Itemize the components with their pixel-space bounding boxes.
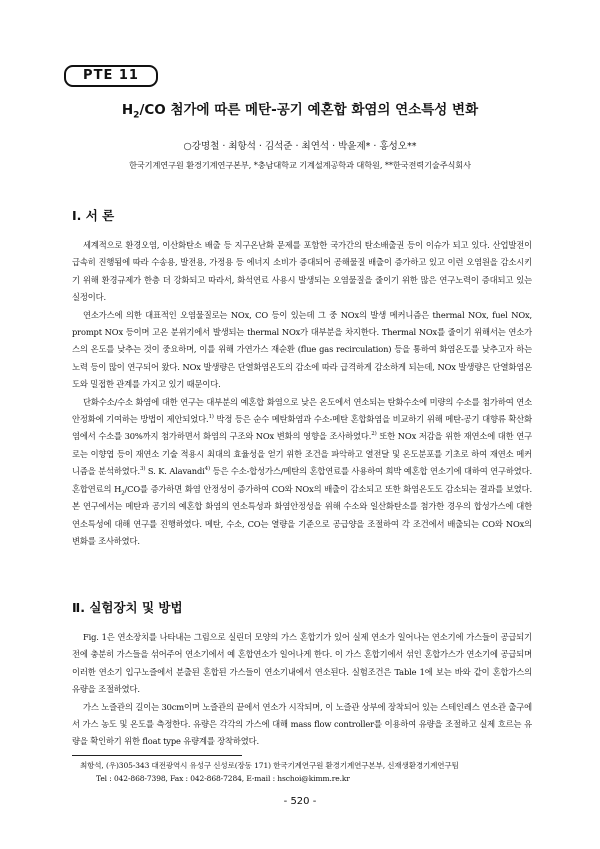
reference-mark-2: 2): [371, 431, 377, 438]
intro-paragraph-3: [72, 394, 532, 551]
h2-subscript: 2: [121, 490, 125, 497]
footnote-divider: [72, 755, 242, 756]
paper-title: [0, 98, 600, 121]
session-badge: PTE 11: [64, 65, 158, 87]
methods-body: [72, 629, 532, 751]
methods-paragraph-2: 가스 노즐관의 길이는 30cm이며 노즐관의 끝에서 연소가 시작되며, 이 노즐관 상부에 장착되어 있는 스테인레스 연소관 출구에서 가스 농도 및 온도를 측정한다. 유량은 각각의 가스에 대해 mass flow controller를 이용하여 유량을 조절하고 실제 흐르는 유량을 확인하기 위한 float type 유량계를 장착하였다.: [72, 701, 532, 747]
title-subscript: 2: [133, 110, 140, 121]
affiliations: 한국기계연구원 환경기계연구본부, *충남대학교 기계설계공학과 대학원, **한국전력기술주식회사: [129, 160, 471, 170]
intro-p3-text-6: /CO를 증가하면 화염 안정성이 증가하여 CO와 NOx의 배출이 감소되고 또한 화염온도도 감소되는 결과를 보였다. 본 연구에서는 메탄과 공기의 예혼합 화염의 연소특성과 화염안정성을 위해 수소와 일산화탄소를 첨가한 경우의 합성가스에 대한 연소특성에 대해 연구를 진행하였다. 메탄, 수소, CO는 열량을 기준으로 공급양을 조절하여 각 조건에서 배출되는 CO와 NOx의 변화를 조사하였다.: [72, 483, 532, 546]
reference-mark-3: 3): [139, 466, 146, 473]
intro-p3-text-5: 등은 수소-합성가스/메탄의 혼합연료를 사용하여 희박 예혼합 연소기에 대하여 연구하였다. 혼합연료의 H: [72, 466, 532, 494]
intro-body: [72, 237, 532, 550]
intro-p3-text-4: S. K. Alavandi: [145, 466, 205, 477]
reference-mark-4: 4): [204, 466, 211, 473]
title-part-2: /CO 첨가에 따른 메탄-공기 예혼합 화염의 연소특성 변화: [139, 102, 479, 118]
section-heading-intro: Ⅰ. 서 론: [72, 208, 115, 223]
reference-mark-1: 1): [208, 414, 214, 421]
intro-p3-text-3: 또한 NOx 저감을 위한 재연소에 대한 연구로는 이향엽 등이 재연소 기술 적용시 최대의 효율성을 얻기 위한 조건을 파악하고 열전달 및 온도분포를 기초로 하여 재연소 메커니즘을 분석하였다.: [72, 431, 532, 477]
corresponding-author-footnote: [80, 759, 459, 785]
title-part-1: H: [121, 102, 134, 118]
intro-paragraph-2: 연소가스에 의한 대표적인 오염물질로는 NOx, CO 등이 있는데 그 중 NOx의 발생 메커니즘은 thermal NOx, fuel NOx, prompt NOx 등이며 고온 분위기에서 발생되는 thermal NOx가 대부분을 차지한다. Thermal NOx를 줄이기 위해서는 연소가스의 온도를 낮추는 것이 중요하며, 이를 위해 가연가스 재순환 (flue gas recirculation) 등을 통하여 화염온도를 낮추고자 하는 노력 등이 많이 연구되어 왔다. NOx 발생량은 단열화염온도의 감소에 따라 급격하게 감소하게 되는데, NOx 발생량은 단열화염온도와 밀접한 관계를 가지고 있기 때문이다.: [72, 309, 532, 390]
intro-p3-text-1: 단화수소/수소 화염에 대한 연구는 대부분의 예혼합 화염으로 낮은 온도에서 연소되는 탄화수소에 미량의 수소를 첨가하여 연소 안정화에 기여하는 방법이 제안되었다.: [72, 396, 532, 425]
page-number: - 520 -: [283, 796, 317, 807]
intro-paragraph-1: 세계적으로 환경오염, 이산화탄소 배출 등 지구온난화 문제를 포함한 국가간의 탄소배출권 등이 이슈가 되고 있다. 산업발전이 급속히 진행됨에 따라 수송용, 발전용, 가정용 등 에너지 소비가 증대되어 공해물질 배출이 증가하고 있고 이런 오염원을 감소시키기 위해 환경규제가 한층 더 강화되고 따라서, 화석연료 사용시 발생되는 오염물질을 줄이기 위한 많은 연구노력이 증대되고 있는 실정이다.: [72, 240, 532, 303]
intro-p3-text-2: 박정 등은 순수 메탄화염과 수소-메탄 혼합화염을 비교하기 위해 메탄-공기 대향류 확산화염에서 수소를 30%까지 첨가하면서 화염의 구조와 NOx 변화의 영향을 조사하였다.: [72, 414, 532, 442]
methods-paragraph-1: Fig. 1은 연소장치를 나타내는 그림으로 실린더 모양의 가스 혼합기가 있어 실제 연소가 일어나는 연소기에 가스들이 공급되기 전에 충분히 가스들을 섞어주어 연소기에서 예 혼합연소가 일어나게 한다. 이 가스 혼합기에서 섞인 혼합가스가 연소기에 공급되며 이러한 연소기 입구노즐에서 분출된 혼합된 가스들이 연소기내에서 연소된다. 실험조건은 Table 1에 보는 바와 같이 혼합가스의 유량을 조절하였다.: [72, 632, 532, 695]
footnote-address: 최항석, (우)305-343 대전광역시 유성구 신성로(장동 171) 한국기계연구원 환경기계연구본부, 신재생환경기계연구팀: [80, 761, 459, 770]
footnote-contact: Tel : 042-868-7398, Fax : 042-868-7284, E-mail : hschoi@kimm.re.kr: [96, 774, 350, 783]
author-list: ○강명철 · 최항석 · 김석준 · 최연석 · 박윤제* · 홍성오**: [183, 141, 417, 152]
section-heading-methods: Ⅱ. 실험장치 및 방법: [72, 600, 183, 615]
